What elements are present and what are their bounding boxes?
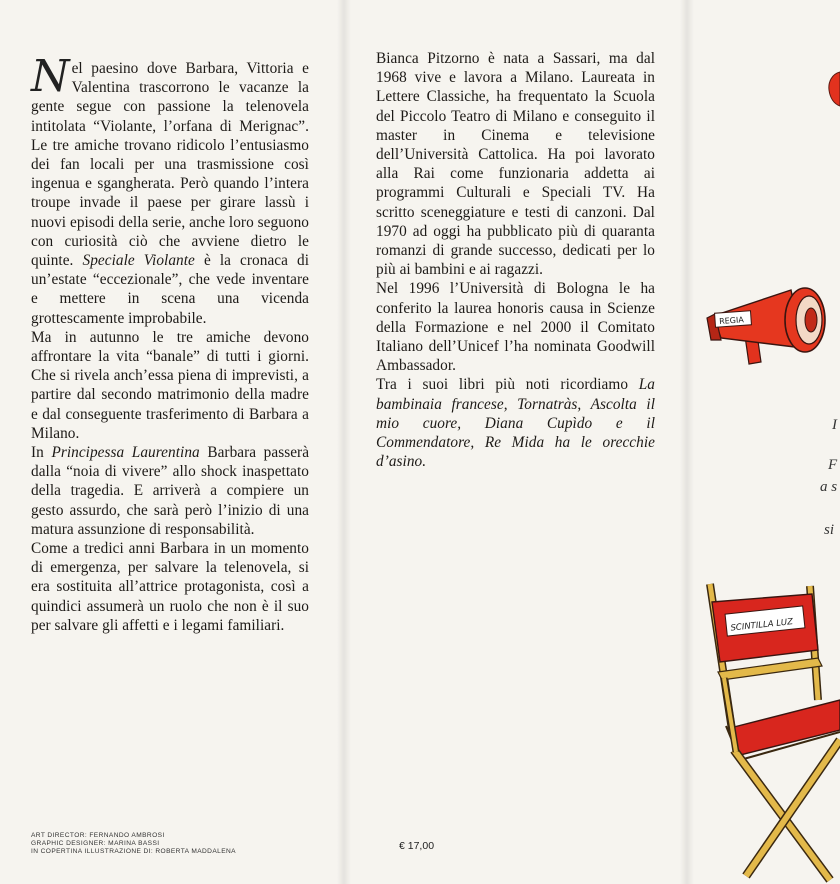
edge-fragment-2: F xyxy=(828,457,838,473)
bio-paragraph-1: Bianca Pitzorno è nata a Sassari, ma dal 1968 vive e lavora a Milano. Laureata in Lettere Classiche, ha frequentato la Scuola del Piccolo Teatro di Milano e conseguito il master in Cinema e televisione dell’Università Cattolica. Ha poi lavorato alla Rai come funzionaria addetta ai programmi Culturali e Speciali TV. Ha scritto sceneggiature e testi di canzoni. Dal 1970 ad oggi ha pubblicato più di quaranta romanzi di grande successo, dedicati per lo più ai bambini e ai ragazzi. xyxy=(376,50,655,279)
directors-chair-illustration xyxy=(700,580,840,884)
synopsis-paragraph-4: Come a tredici anni Barbara in un momento di emergenza, per salvare la telenovela, si era sostituita all’attrice protagonista, così a quindici assumerà un ruolo che non è il suo per salvare gli affetti e i legami familiari. xyxy=(31,540,309,634)
synopsis-paragraph-3: In Principessa Laurentina Barbara passerà dalla “noia di vivere” allo shock inaspettato della tragedia. E arriverà a compiere un gesto assurdo, che sarà però l’inizio di una matura assunzione di responsabilità. xyxy=(31,444,310,538)
bio-paragraph-2: Nel 1996 l’Università di Bologna le ha conferito la laurea honoris causa in Scienze della Formazione e nel 2000 il Comitato Italiano dell’Unicef l’ha nominata Goodwill Ambassador. xyxy=(376,280,655,375)
credit-graphic-designer: GRAPHIC DESIGNER: MARINA BASSI xyxy=(31,840,160,848)
page-fold-right xyxy=(680,0,694,884)
red-shape-illustration xyxy=(826,70,840,108)
edge-fragment-4: si xyxy=(824,522,835,538)
drop-cap: N xyxy=(31,51,70,102)
edge-fragment-1: I xyxy=(832,417,837,433)
bio-paragraph-3: Tra i suoi libri più noti ricordiamo La bambinaia francese, Tornatràs, Ascolta il mio cuore, Diana Cupìdo e il Commendatore, Re Mida ha le orecchie d’asino. xyxy=(376,376,656,471)
credits xyxy=(31,832,236,857)
credit-cover-illustration: IN COPERTINA ILLUSTRAZIONE DI: ROBERTA MADDALENA xyxy=(31,848,236,856)
edge-fragment-3: a s xyxy=(820,479,838,495)
synopsis-paragraph-2: Ma in autunno le tre amiche devono affrontare la vita “banale” di tutti i giorni. Che si rivela anch’essa piena di imprevisti, a partire dal secondo matrimonio della madre e dal conseguente trasferimento di Barbara a Milano. xyxy=(31,328,309,442)
credit-art-director: ART DIRECTOR: FERNANDO AMBROSI xyxy=(31,832,165,839)
chair-label: SCINTILLA LUZ xyxy=(730,617,794,634)
page-fold-left xyxy=(337,0,351,884)
price: € 17,00 xyxy=(399,840,435,852)
megaphone-illustration xyxy=(705,278,835,373)
author-bio-column xyxy=(376,49,655,471)
book-titles-list: La bambinaia francese, Tornatràs, Ascolta il mio cuore, Diana Cupìdo e il Commendatore, Re Mida ha le orecchie d’asino. xyxy=(376,376,656,471)
synopsis-column xyxy=(31,51,310,635)
megaphone-label: REGIA xyxy=(718,315,745,326)
book-title-speciale-violante: Speciale Violante xyxy=(82,252,195,270)
book-title-principessa-laurentina: Principessa Laurentina xyxy=(51,444,200,462)
synopsis-paragraph-1: Nel paesino dove Barbara, Vittoria e Valentina trascorrono le vacanze la gente segue con passione la telenovela intitolata “Violante, l’orfana di Merignac”. Le tre amiche trovano ridicolo l’entusiasmo dei fan locali per una trasmissione così ingenua e sgangherata. Però quando l’intera troupe invade il paese per girare lassù i nuovi episodi della serie, anche loro seguono con curiosità ciò che avviene dietro le quinte. Speciale Violante è la cronaca di un’estate “eccezionale”, che vede inventare e mettere in scena una vicenda grottescamente improbabile. xyxy=(31,51,310,327)
